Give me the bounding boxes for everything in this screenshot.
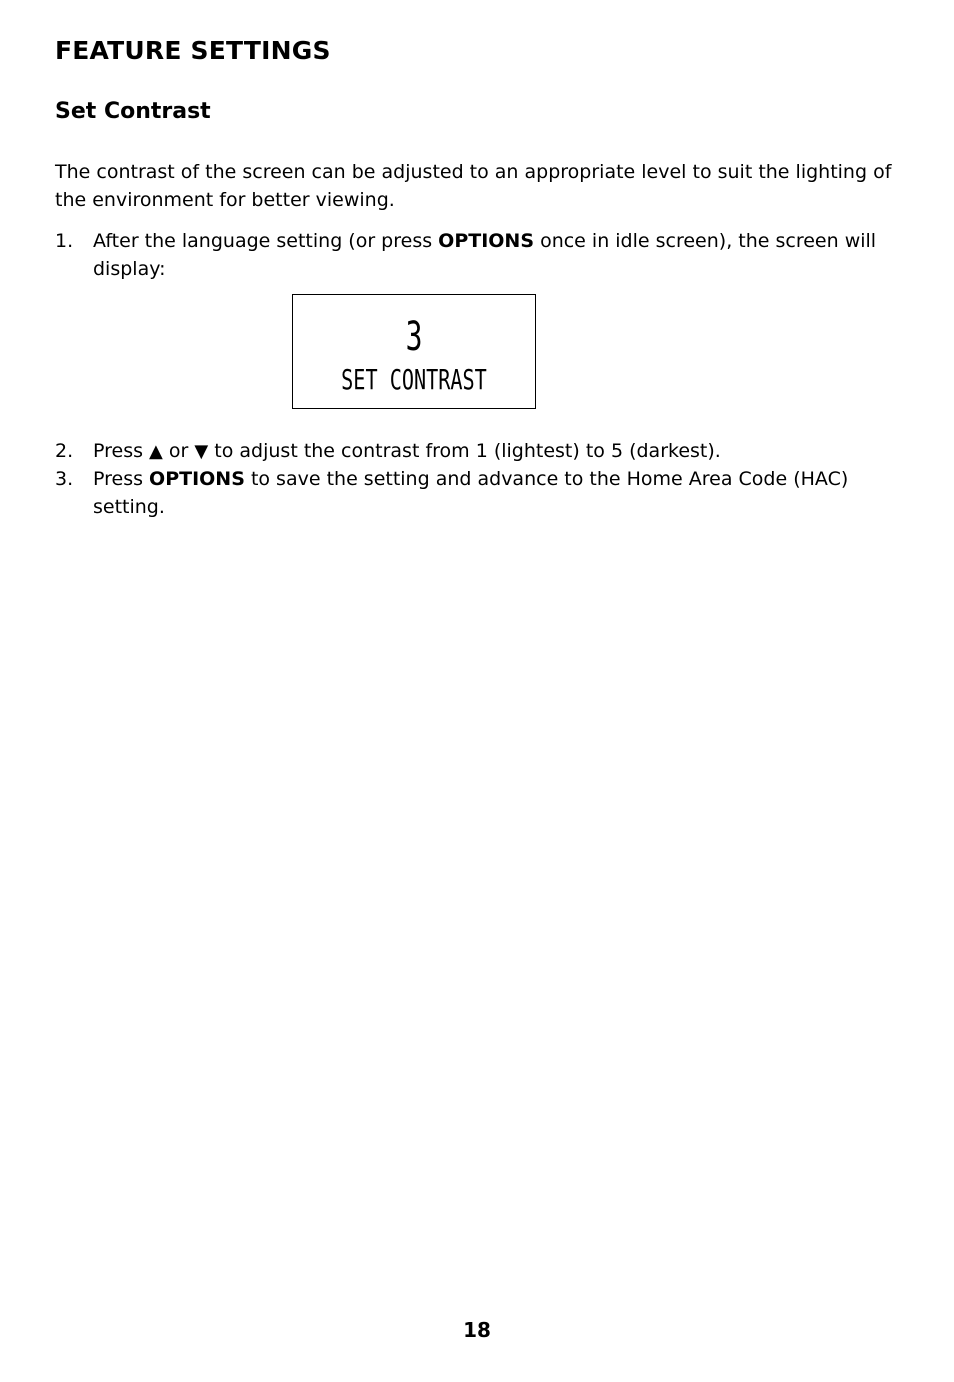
options-key-label: OPTIONS bbox=[149, 468, 245, 490]
step-text-part: to adjust the contrast from 1 (lightest) to 5 (darkest). bbox=[208, 440, 721, 462]
intro-paragraph: The contrast of the screen can be adjusted to an appropriate level to suit the lighting of the environment for better viewing. bbox=[55, 161, 892, 211]
step-2 bbox=[55, 437, 915, 466]
step-text-part: or bbox=[162, 440, 195, 462]
page-title: FEATURE SETTINGS bbox=[55, 36, 331, 65]
step-3 bbox=[55, 465, 915, 521]
lcd-contrast-value: 3 bbox=[405, 314, 423, 360]
lcd-display bbox=[292, 294, 536, 409]
step-text bbox=[93, 437, 915, 466]
step-number: 2. bbox=[55, 440, 74, 462]
step-text bbox=[93, 465, 915, 521]
lcd-label: SET CONTRAST bbox=[341, 363, 487, 396]
up-arrow-icon: ▲ bbox=[149, 441, 163, 462]
step-text-part: Press bbox=[93, 468, 150, 490]
options-key-label: OPTIONS bbox=[438, 230, 535, 252]
page-number: 18 bbox=[463, 1318, 491, 1342]
step-text-part: to save the setting and advance to the Home Area Code (HAC) setting. bbox=[93, 468, 849, 518]
step-number: 1. bbox=[55, 230, 74, 252]
step-text-part: once in idle screen), the screen will display: bbox=[93, 230, 877, 280]
down-arrow-icon: ▼ bbox=[194, 441, 209, 462]
step-text-part: Press bbox=[93, 440, 150, 462]
step-1 bbox=[55, 227, 915, 283]
step-number: 3. bbox=[55, 468, 74, 490]
step-text-part: After the language setting (or press bbox=[93, 230, 439, 252]
step-text bbox=[93, 227, 915, 283]
section-title: Set Contrast bbox=[55, 99, 211, 124]
